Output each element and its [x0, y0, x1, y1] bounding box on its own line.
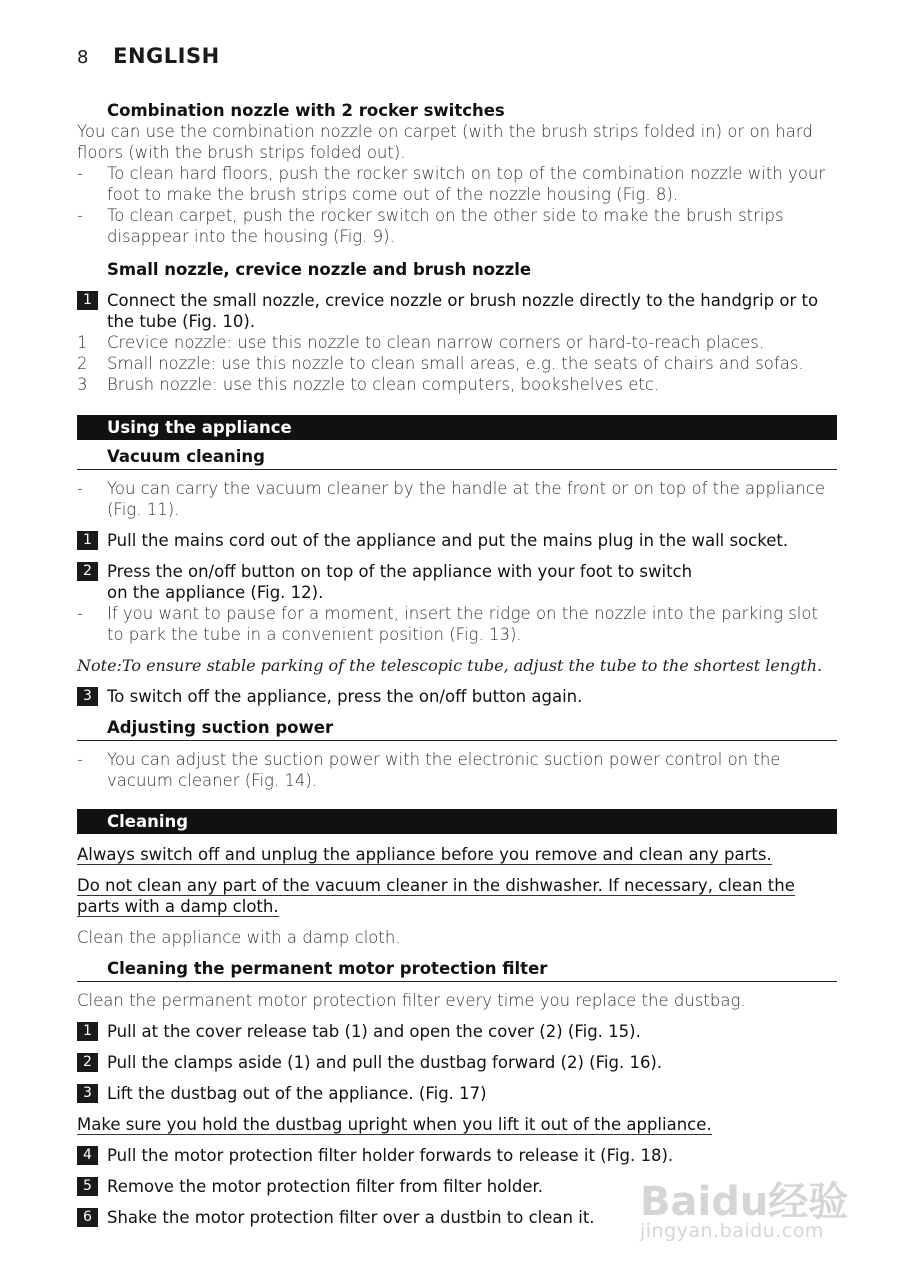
clean-step: 4 Pull the motor protection filter holder forwards to release it (Fig. 18). — [77, 1145, 837, 1166]
page-content — [77, 100, 837, 1228]
filter-heading: Cleaning the permanent motor protection filter — [77, 958, 837, 982]
warning-unplug: Always switch off and unplug the appliance before you remove and clean any parts. — [77, 845, 772, 864]
filter-intro: Clean the permanent motor protection filter every time you replace the dustbag. — [77, 991, 746, 1010]
small-item: 3 Brush nozzle: use this nozzle to clean computers, bookshelves etc. — [77, 375, 660, 394]
watermark-logo: Baidu经验 — [640, 1179, 849, 1225]
baidu-watermark — [640, 1150, 860, 1250]
suction-bullet: - You can adjust the suction power with the electronic suction power control on the vacuum cleaner (Fig. 14). — [77, 750, 781, 790]
warning-dishwasher: Do not clean any part of the vacuum cleaner in the dishwasher. If necessary, clean the parts with a damp cloth. — [77, 876, 795, 916]
warning-upright: Make sure you hold the dustbag upright when you lift it out of the appliance. — [77, 1115, 712, 1134]
combo-intro: You can use the combination nozzle on carpet (with the brush strips folded in) or on hard floors (with the brush strips folded out). — [77, 122, 813, 162]
page-number: 8 — [77, 47, 89, 68]
clean-step: 6 Shake the motor protection filter over a dustbin to clean it. — [77, 1207, 837, 1228]
small-heading: Small nozzle, crevice nozzle and brush nozzle — [107, 260, 532, 279]
vacuum-heading: Vacuum cleaning — [77, 446, 837, 470]
clean-step: 5 Remove the motor protection filter from filter holder. — [77, 1176, 837, 1197]
using-step-3: 3 To switch off the appliance, press the on/off button again. — [77, 686, 837, 707]
small-item: 1 Crevice nozzle: use this nozzle to clean narrow corners or hard-to-reach places. — [77, 333, 765, 352]
pause-bullet: - If you want to pause for a moment, insert the ridge on the nozzle into the parking slot to park the tube in a convenient position (Fig. 13). — [77, 604, 818, 644]
using-step-2: 2 Press the on/off button on top of the appliance with your foot to switch on the appliance (Fig. 12). — [77, 561, 837, 603]
watermark-url: jingyan.baidu.com — [640, 1220, 824, 1242]
small-item: 2 Small nozzle: use this nozzle to clean small areas, e.g. the seats of chairs and sofas. — [77, 354, 804, 373]
step-number-box: 1 — [77, 291, 98, 310]
damp-cloth-text: Clean the appliance with a damp cloth. — [77, 928, 401, 947]
combo-bullet: - To clean carpet, push the rocker switch on the other side to make the brush strips disappear into the housing (Fig. 9). — [77, 206, 784, 246]
section-using: Using the appliance — [77, 415, 837, 440]
clean-step: 3 Lift the dustbag out of the appliance. (Fig. 17) — [77, 1083, 837, 1104]
suction-heading: Adjusting suction power — [77, 717, 837, 741]
section-cleaning: Cleaning — [77, 809, 837, 834]
small-step-1: 1 Connect the small nozzle, crevice nozzle or brush nozzle directly to the handgrip or to the tube (Fig. 10). — [77, 290, 837, 332]
page-header — [77, 44, 220, 68]
clean-step: 2 Pull the clamps aside (1) and pull the dustbag forward (2) (Fig. 16). — [77, 1052, 837, 1073]
combo-bullet: - To clean hard floors, push the rocker switch on top of the combination nozzle with your foot to make the brush strips come out of the nozzle housing (Fig. 8). — [77, 164, 826, 204]
clean-step: 1 Pull at the cover release tab (1) and open the cover (2) (Fig. 15). — [77, 1021, 837, 1042]
language-title: ENGLISH — [113, 44, 220, 68]
combo-heading: Combination nozzle with 2 rocker switches — [107, 101, 505, 120]
note: Note:To ensure stable parking of the telescopic tube, adjust the tube to the shortest length. — [77, 656, 823, 675]
carry-bullet: - You can carry the vacuum cleaner by the handle at the front or on top of the appliance (Fig. 11). — [77, 479, 826, 519]
using-step-1: 1 Pull the mains cord out of the appliance and put the mains plug in the wall socket. — [77, 530, 837, 551]
